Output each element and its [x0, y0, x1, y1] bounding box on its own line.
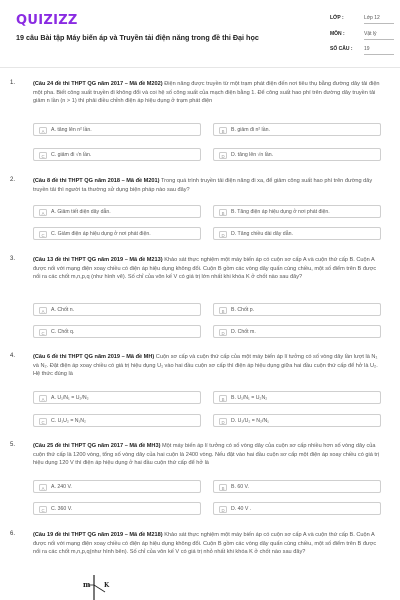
meta-label: LỚP :: [330, 15, 344, 21]
option-text: B. Chốt p.: [231, 307, 255, 313]
option-d[interactable]: [213, 148, 381, 161]
question-text: [33, 353, 383, 379]
question-body: Một máy biến áp lí tưởng có số vòng dây của cuộn sơ cấp nhiều hơn số vòng dây của cuộn thứ cấp là 1200 vòng, tổng số vòng dây của hai cuộn là 2400 vòng. Nếu đặt vào hai đầu cuộn sơ cấp một điện áp xoay chiều có giá trị hiệu dụng 120 V thì điện áp hiệu dụng ở hai đầu cuộn thứ cấp để hở là: [33, 443, 380, 467]
option-letter: C: [39, 152, 47, 160]
option-a[interactable]: [33, 391, 201, 404]
option-letter: B: [219, 209, 227, 217]
option-text: D. tăng lên √n lần.: [231, 152, 274, 158]
question-body: Điện năng được truyền từ một trạm phát điện đến nơi tiêu thụ bằng đường dây tải điện một pha. Biết công suất truyền đi không đổi và coi hệ số công suất của mạch điện bằng 1. Để công suất hao phí trên đường dây truyền tải giảm n lần (n > 1) thì phải điều chỉnh điện áp hiệu dụng ở trạm phát điện: [33, 81, 380, 105]
option-d[interactable]: [213, 502, 381, 515]
option-text: A. Chốt n.: [51, 307, 75, 313]
question-number: 5.: [10, 442, 16, 448]
option-text: B. U₁/N₁ = U₂N₂: [231, 395, 268, 401]
option-text: B. giảm đi n² lần.: [231, 127, 270, 133]
question-number: 3.: [10, 256, 16, 262]
option-letter: A: [39, 395, 47, 403]
question-text: [33, 531, 383, 557]
option-c[interactable]: [33, 502, 201, 515]
option-text: C. Giảm điện áp hiệu dụng ở nơi phát điện.: [51, 231, 151, 237]
option-letter: C: [39, 506, 47, 514]
page-header: [0, 0, 400, 68]
option-c[interactable]: [33, 325, 201, 338]
figure-label-m: m: [83, 580, 91, 589]
meta-value: 19: [364, 46, 394, 55]
option-text: A. Giảm tiết diện dây dẫn.: [51, 209, 111, 215]
question-source: (Câu 25 đề thi THPT QG năm 2017 – Mã đề MH3): [33, 443, 161, 449]
option-text: C. giảm đi √n lần.: [51, 152, 92, 158]
figure-label-k: K: [104, 582, 110, 589]
option-d[interactable]: [213, 414, 381, 427]
meta-label: SỐ CÂU :: [330, 46, 353, 52]
option-text: B. Tăng điện áp hiệu dụng ở nơi phát điện.: [231, 209, 330, 215]
option-letter: D: [219, 418, 227, 426]
option-letter: D: [219, 506, 227, 514]
question-text: [33, 256, 383, 282]
option-letter: B: [219, 484, 227, 492]
quizizz-logo: QUIZIZZ: [16, 13, 78, 28]
question-source: (Câu 13 đề thi THPT QG năm 2019 – Mã đề M213): [33, 257, 163, 263]
option-a[interactable]: [33, 123, 201, 136]
transformer-diagram: [74, 573, 124, 600]
question-body: Khảo sát thực nghiệm một máy biến áp có cuộn sơ cấp A và cuộn thứ cấp B. Cuộn A được nối với mạng điện xoay chiều có điện áp hiệu dụng không đổi. Cuộn B gồm các vòng dây quấn cùng chiều, một số điểm trên B được nối ra các chốt m,n,p,q (như hình vẽ). Số chỉ của vôn kế V có giá trị lớn nhất khi khóa K ở chốt nào sau đây?: [33, 257, 377, 281]
option-text: C. U₁U₂ = N₁N₂: [51, 418, 87, 424]
document-title: 19 câu Bài tập Máy biến áp và Truyền tải điện năng trong đề thi Đại học: [16, 33, 259, 42]
question-number: 2.: [10, 177, 16, 183]
option-letter: A: [39, 484, 47, 492]
question-source: (Câu 6 đề thi THPT QG năm 2019 – Mã đề MH): [33, 354, 155, 360]
option-text: D. 40 V .: [231, 506, 252, 512]
option-c[interactable]: [33, 414, 201, 427]
option-text: C. Chốt q.: [51, 329, 75, 335]
question-number: 6.: [10, 531, 16, 537]
question-source: (Câu 8 đề thi THPT QG năm 2018 – Mã đề M201): [33, 178, 160, 184]
option-letter: A: [39, 127, 47, 135]
option-c[interactable]: [33, 148, 201, 161]
option-letter: B: [219, 127, 227, 135]
option-letter: A: [39, 307, 47, 315]
option-letter: B: [219, 395, 227, 403]
option-text: A. tăng lên n² lần.: [51, 127, 92, 133]
option-b[interactable]: [213, 205, 381, 218]
question-number: 4.: [10, 353, 16, 359]
question-text: [33, 80, 383, 106]
option-letter: D: [219, 329, 227, 337]
option-letter: A: [39, 209, 47, 217]
option-a[interactable]: [33, 205, 201, 218]
meta-value: Vật lý: [364, 31, 394, 40]
option-letter: C: [39, 418, 47, 426]
question-source: (Câu 19 đề thi THPT QG năm 2019 – Mã đề M218): [33, 532, 163, 538]
option-b[interactable]: [213, 391, 381, 404]
question-source: (Câu 24 đề thi THPT QG năm 2017 – Mã đề M202): [33, 81, 163, 87]
option-letter: D: [219, 152, 227, 160]
meta-value: Lớp 12: [364, 15, 394, 24]
option-a[interactable]: [33, 303, 201, 316]
meta-label: MÔN :: [330, 31, 345, 37]
option-d[interactable]: [213, 227, 381, 240]
option-text: A. U₁/N₁ = U₂/N₂: [51, 395, 89, 401]
option-text: C. 360 V.: [51, 506, 73, 512]
question-text: [33, 442, 383, 468]
option-a[interactable]: [33, 480, 201, 493]
option-letter: C: [39, 231, 47, 239]
option-text: B. 60 V.: [231, 484, 249, 490]
question-body: Cuộn sơ cấp và cuộn thứ cấp của một máy biến áp lí tưởng có số vòng dây lần lượt là N₁ và N₂. Đặt điện áp xoay chiều có giá trị hiệu dụng U₁ vào hai đầu cuộn sơ cấp thì điện áp hiệu dụng giữa hai đầu cuộn thứ cấp để hở là U₂. Hệ thức đúng là: [33, 354, 378, 378]
option-c[interactable]: [33, 227, 201, 240]
option-text: D. Chốt m.: [231, 329, 256, 335]
option-letter: D: [219, 231, 227, 239]
option-b[interactable]: [213, 480, 381, 493]
option-b[interactable]: [213, 303, 381, 316]
question-number: 1.: [10, 80, 16, 86]
option-text: A. 240 V.: [51, 484, 72, 490]
question-body: Khảo sát thực nghiệm một máy biến áp có cuộn sơ cấp A và cuộn thứ cấp B. Cuộn A được nối với mạng điện xoay chiều có điện áp hiệu dụng không đổi. Cuộn B gồm các vòng dây quấn cùng chiều, một số điểm trên B được nối ra các chốt m,n,p,q(như hình bên). Số chỉ của vôn kế V có giá trị nhỏ nhất khi khóa K ở chốt nào sau đây?: [33, 532, 377, 556]
option-text: D. U₁/U₂ = N₂/N₁: [231, 418, 269, 424]
option-letter: B: [219, 307, 227, 315]
question-body: Trong quá trình truyền tải điện năng đi xa, để giảm công suất hao phí trên đường dây truyền tải thì người ta thường sử dụng biện pháp nào sau đây?: [33, 178, 373, 193]
option-text: D. Tăng chiều dài dây dẫn.: [231, 231, 293, 237]
question-text: [33, 177, 383, 194]
option-d[interactable]: [213, 325, 381, 338]
option-b[interactable]: [213, 123, 381, 136]
option-letter: C: [39, 329, 47, 337]
